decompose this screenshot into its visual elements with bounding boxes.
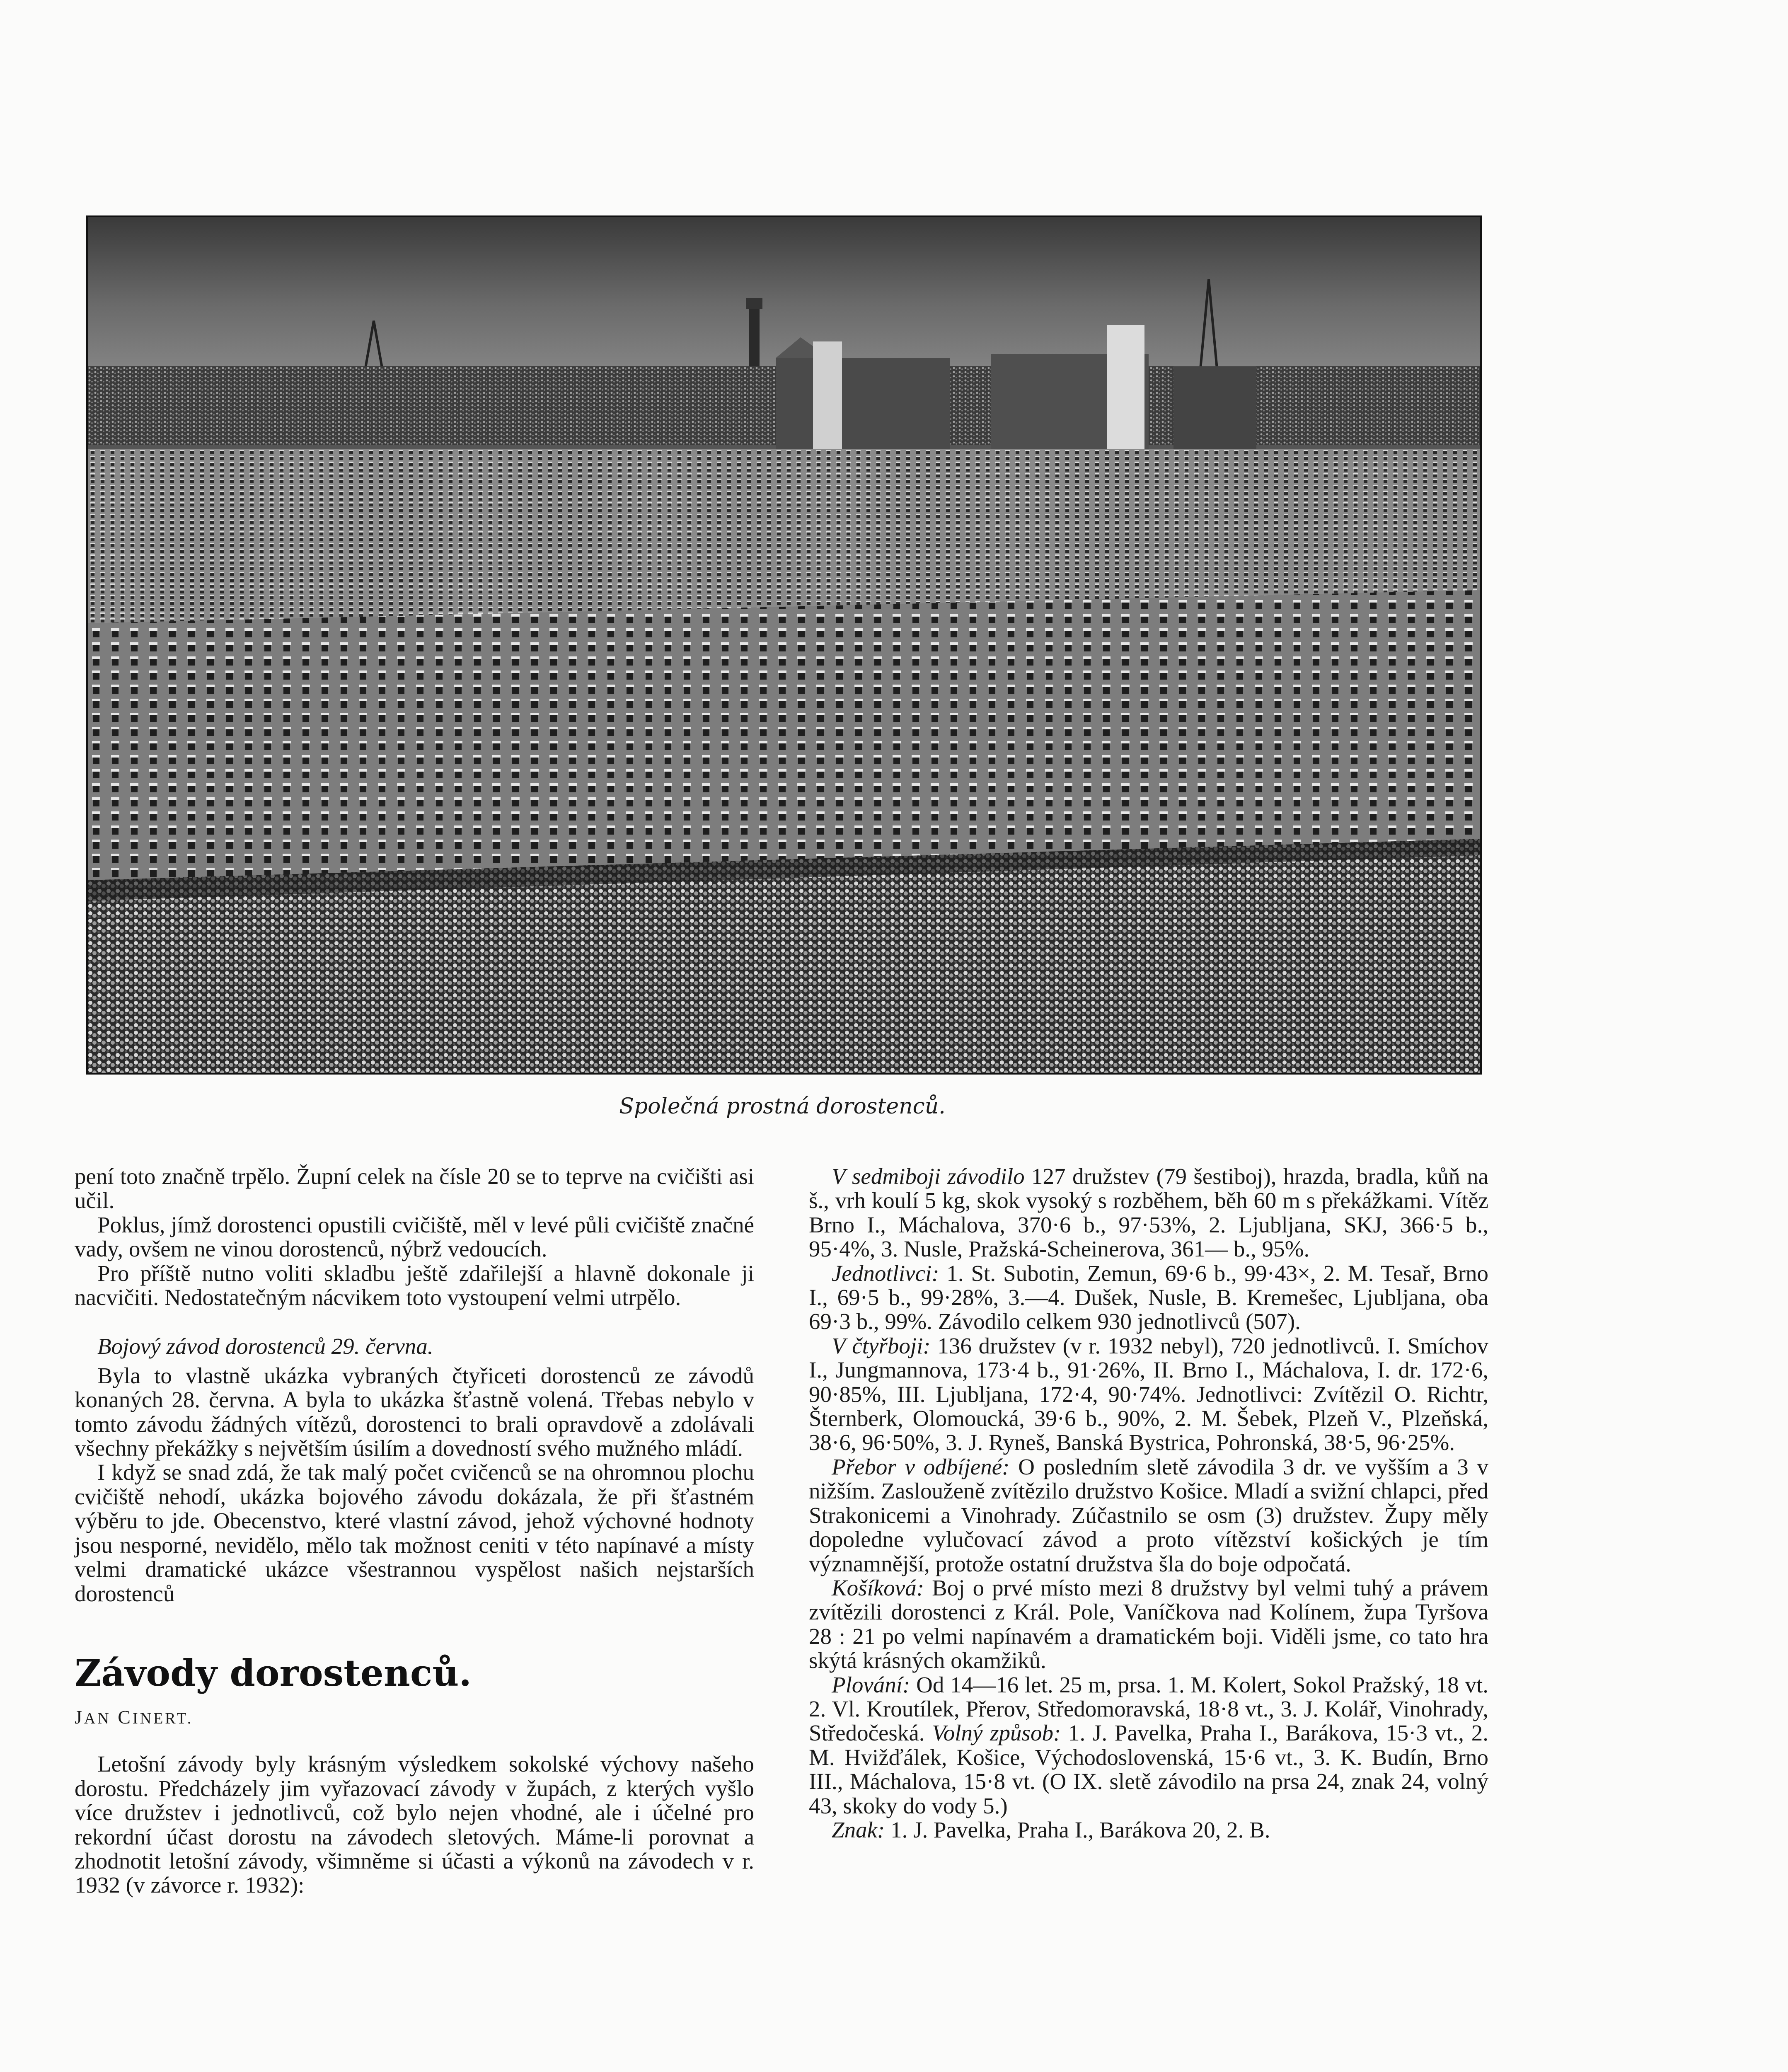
author-byline: JAN CINERT. [75,1706,194,1728]
section-subheading: Bojový závod dorostenců 29. června. [97,1334,433,1359]
right-column [809,1164,1488,1842]
left-column [75,1164,754,1898]
photo-caption: Společná prostná dorostenců. [619,1094,946,1119]
results-label: Znak: [832,1817,885,1842]
paragraph: I když se snad zdá, že tak malý počet cvičenců se na ohromnou plochu cvičiště nehodí, ukázka bojového závodu dokázala, že při šťastném výběru to jde. Obecenstvo, které vlastní závod, jehož výchovné hodnoty jsou nesporné, nevidělo, mělo tak možnost ceniti v této napínavé a místy velmi dramatické ukázce všestrannou vyspělost našich nejstarších dorostenců [75,1460,754,1606]
results-paragraph: V sedmiboji závodilo 127 družstev (79 šestiboj), hrazda, bradla, kůň na š., vrh koulí 5 kg, skok vysoký s rozběhem, běh 60 m s překážkami. Vítěz Brno I., Máchalova, 370·6 b., 97·53%, 2. Ljubljana, SKJ, 366·5 b., 95·4%, 3. Nusle, Pražská-Scheinerova, 361— b., 95%. [809,1164,1488,1262]
results-paragraph: V čtyřboji: 136 družstev (v r. 1932 nebyl), 720 jednotlivců. I. Smíchov I., Jungmannova, 173·4 b., 91·26%, II. Brno I., Máchalova, I. dr. 172·6, 90·85%, III. Ljubljana, 172·4, 90·74%. Jednotlivci: Zvítězil O. Richtr, Šternberk, Olomoucká, 39·6 b., 90%, 2. M. Šebek, Plzeň V., Plzeňská, 38·6, 96·50%, 3. J. Ryneš, Banská Bystrica, Pohronská, 38·5, 96·25%. [809,1333,1488,1455]
article-title: Závody dorostenců. [75,1651,472,1694]
paragraph: Pro příště nutno voliti skladbu ještě zdařilejší a hlavně dokonale ji nacvičiti. Nedostatečným nácvikem toto vystoupení velmi utrpělo. [75,1260,754,1310]
stadium-mass-exercise-photo [86,215,1482,1075]
results-label: V čtyřboji: [832,1333,931,1358]
paragraph: Letošní závody byly krásným výsledkem sokolské výchovy našeho dorostu. Předcházely jim vyřazovací závody v župách, z kterých vyšlo více družstev i jednotlivců, což bylo nejen vhodné, ale i účelné pro rekordní účast dorostu na závodech sletových. Máme-li porovnat a zhodnotit letošní závody, všimněme si účasti a výkonů na závodech v r. 1932 (v závorce r. 1932): [75,1751,754,1898]
results-label: Jednotlivci: [832,1260,939,1286]
results-label: V sedmiboji závodilo [832,1164,1025,1189]
results-paragraph: Plování: Od 14—16 let. 25 m, prsa. 1. M. Kolert, Sokol Pražský, 18 vt. 2. Vl. Kroutílek, Přerov, Středomoravská, 18·8 vt., 3. J. Kolář, Vinohrady, Středočeská. Volný způsob: 1. J. Pavelka, Praha I., Barákova, 15·3 vt., 2. M. Hvižďálek, Košice, Východoslovenská, 15·6 vt., 3. K. Budín, Brno III., Máchalova, 15·8 vt. (O IX. sletě závodilo na prsa 24, znak 24, volný 43, skoky do vody 5.) [809,1672,1488,1818]
photo-image [88,217,1480,1073]
results-label: Košíková: [832,1575,924,1600]
results-paragraph: Přebor v odbíjené: O posledním sletě závodila 3 dr. ve vyšším a 3 v nižším. Zaslouženě zvítězilo družstvo Košice. Mladí a svižní chlapci, před Strakonicemi a Vinohrady. Zúčastnilo se osm (3) družstev. Župy měly dopoledne vylučovací závod a proto vítězství košických je tím významnější, protože ostatní družstva šla do boje odpočatá. [809,1454,1488,1576]
results-paragraph: Košíková: Boj o prvé místo mezi 8 družstvy byl velmi tuhý a právem zvítězili dorostenci z Král. Pole, Vaníčkova nad Kolínem, župa Tyršova 28 : 21 po velmi napínavém a dramatickém boji. Viděli jsme, co tato hra skýtá krásných okamžiků. [809,1575,1488,1673]
results-label: Plování: [832,1672,910,1697]
paragraph: Byla to vlastně ukázka vybraných čtyřiceti dorostenců ze závodů konaných 28. června. A byla to ukázka šťastně volená. Třebas nebylo v tomto závodu žádných vítězů, dorostenci to brali opravdově a zdolávali všechny překážky s největším úsilím a dovedností svého mužného mládí. [75,1363,754,1461]
paragraph: Poklus, jímž dorostenci opustili cvičiště, měl v levé půli cvičiště značné vady, ovšem ne vinou dorostenců, nýbrž vedoucích. [75,1212,754,1262]
paragraph: pení toto značně trpělo. Župní celek na čísle 20 se to teprve na cvičišti asi učil. [75,1164,754,1213]
results-label: Přebor v odbíjené: [832,1454,1010,1479]
results-paragraph: Jednotlivci: 1. St. Subotin, Zemun, 69·6 b., 99·43×, 2. M. Tesař, Brno I., 69·5 b., 99·28%, 3.—4. Dušek, Nusle, B. Kremešec, Ljubljana, oba 69·3 b., 99%. Závodilo celkem 930 jednotlivců (507). [809,1260,1488,1334]
results-paragraph: Znak: 1. J. Pavelka, Praha I., Barákova 20, 2. B. [832,1817,1270,1842]
results-label: Volný způsob: [932,1720,1061,1746]
